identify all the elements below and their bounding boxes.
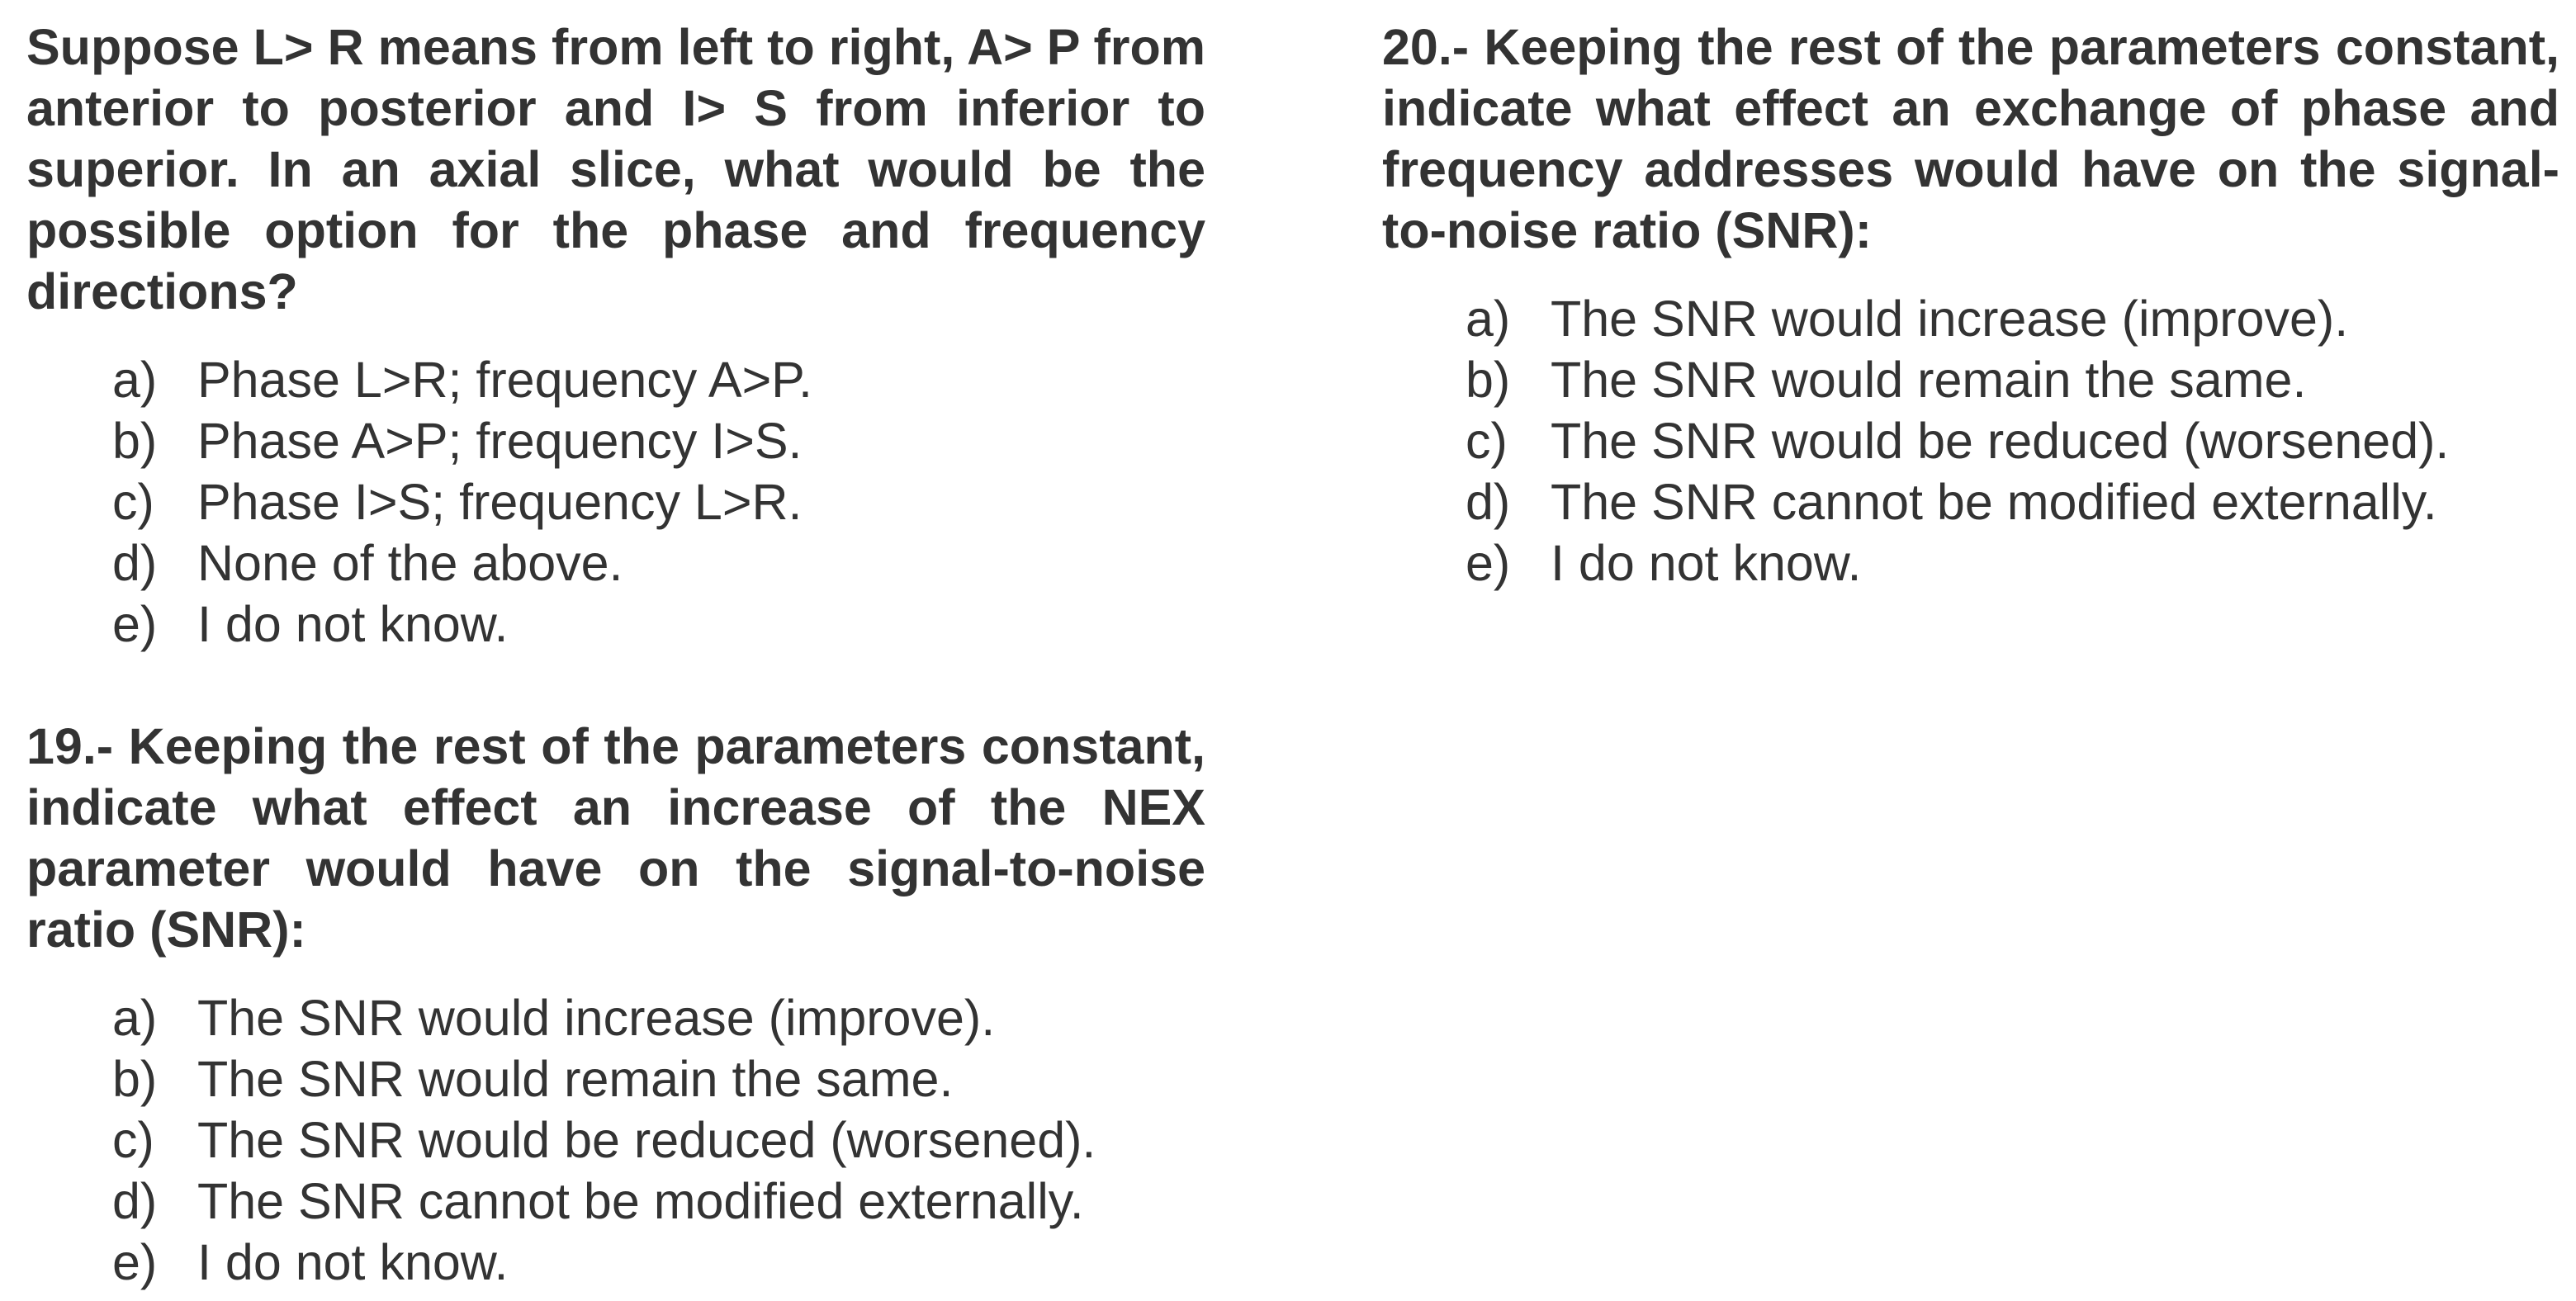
option-text: The SNR would be reduced (worsened).: [197, 1112, 1096, 1168]
answer-option-b[interactable]: [112, 1048, 1205, 1109]
answer-options-axial-slice: [112, 349, 1205, 655]
answer-option-c[interactable]: [112, 1109, 1205, 1171]
option-letter: a): [112, 352, 158, 408]
question-20: 20.- Keeping the rest of the parameters constant, indicate what effect an exchange of phase and frequency addresses would have on the signal-to-noise ratio (SNR):: [1382, 19, 2559, 258]
answer-option-e[interactable]: [112, 594, 1205, 655]
question-19: 19.- Keeping the rest of the parameters constant, indicate what effect an increase of the NEX parameter would have on the signal-to-noise ratio (SNR):: [26, 718, 1205, 958]
answer-option-a[interactable]: [112, 987, 1205, 1048]
option-text: The SNR would increase (improve).: [197, 990, 996, 1046]
answer-option-c[interactable]: [112, 471, 1205, 532]
question-axial-slice: Suppose L> R means from left to right, A> P from anterior to posterior and I> S from inferior to superior. In an axial slice, what would be the possible option for the phase and frequency directions?: [26, 19, 1205, 319]
option-text: I do not know.: [197, 1234, 509, 1290]
option-text: The SNR would remain the same.: [1551, 352, 2307, 408]
option-text: I do not know.: [197, 596, 509, 652]
option-letter: d): [1466, 474, 1511, 530]
option-letter: c): [112, 1112, 154, 1168]
left-column: [26, 17, 1205, 1293]
option-letter: c): [1466, 413, 1508, 469]
option-letter: b): [112, 1051, 158, 1107]
option-text: The SNR would be reduced (worsened).: [1551, 413, 2450, 469]
option-text: The SNR cannot be modified externally.: [197, 1173, 1084, 1229]
option-letter: d): [112, 1173, 158, 1229]
answer-option-e[interactable]: [112, 1232, 1205, 1293]
option-text: Phase L>R; frequency A>P.: [197, 352, 812, 408]
option-letter: d): [112, 535, 158, 591]
answer-option-a[interactable]: [112, 349, 1205, 410]
option-text: Phase I>S; frequency L>R.: [197, 474, 803, 530]
answer-options-19: [112, 987, 1205, 1293]
option-letter: a): [112, 990, 158, 1046]
right-column: [1382, 17, 2559, 594]
option-letter: c): [112, 474, 154, 530]
answer-option-a[interactable]: [1466, 288, 2559, 349]
answer-option-b[interactable]: [112, 410, 1205, 471]
option-text: I do not know.: [1551, 535, 1862, 591]
option-letter: a): [1466, 291, 1511, 347]
option-letter: e): [112, 596, 158, 652]
answer-option-d[interactable]: [1466, 471, 2559, 532]
answer-option-d[interactable]: [112, 1171, 1205, 1232]
answer-option-c[interactable]: [1466, 410, 2559, 471]
option-text: The SNR would remain the same.: [197, 1051, 954, 1107]
option-letter: e): [1466, 535, 1511, 591]
answer-option-e[interactable]: [1466, 532, 2559, 594]
option-text: None of the above.: [197, 535, 623, 591]
answer-option-b[interactable]: [1466, 349, 2559, 410]
option-letter: e): [112, 1234, 158, 1290]
answer-option-d[interactable]: [112, 532, 1205, 594]
option-text: Phase A>P; frequency I>S.: [197, 413, 803, 469]
option-text: The SNR would increase (improve).: [1551, 291, 2349, 347]
option-letter: b): [1466, 352, 1511, 408]
answer-options-20: [1466, 288, 2559, 594]
option-letter: b): [112, 413, 158, 469]
option-text: The SNR cannot be modified externally.: [1551, 474, 2437, 530]
